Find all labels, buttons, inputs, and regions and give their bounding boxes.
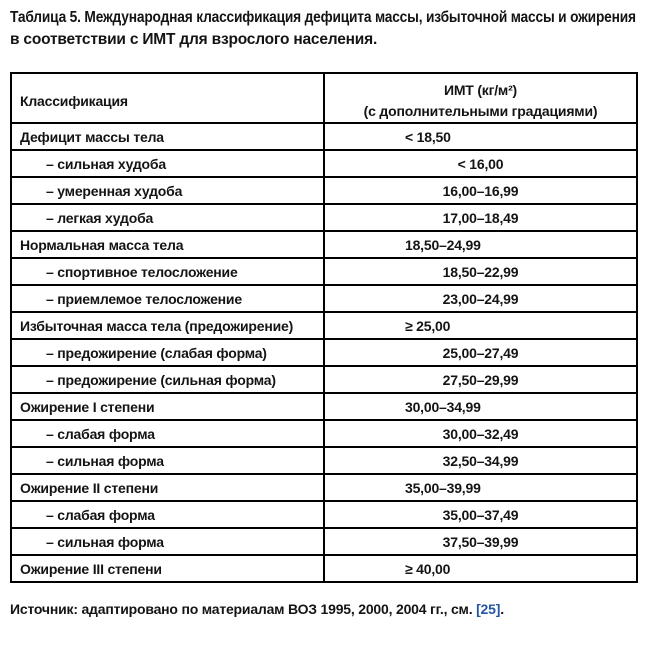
page (10, 0, 636, 617)
row-value: < 16,00 (324, 150, 637, 177)
bmi-classification-table (10, 72, 638, 583)
row-value: 25,00–27,49 (324, 339, 637, 366)
row-label: – легкая худоба (11, 204, 324, 231)
table-row (11, 528, 637, 555)
row-label: – предожирение (слабая форма) (11, 339, 324, 366)
row-label: Дефицит массы тела (11, 123, 324, 150)
row-value: 35,00–37,49 (324, 501, 637, 528)
table-row (11, 474, 637, 501)
row-value: 18,50–22,99 (324, 258, 637, 285)
row-value: 23,00–24,99 (324, 285, 637, 312)
header-bmi-line-1: ИМТ (кг/м²) (443, 81, 518, 98)
table-row (11, 339, 637, 366)
row-label: – приемлемое телосложение (11, 285, 324, 312)
table-row (11, 150, 637, 177)
title-line-1-text: Таблица 5. Международная классификация дефицита массы, избыточной массы и ожирения (10, 9, 636, 26)
table-row (11, 285, 637, 312)
row-label: Избыточная масса тела (предожирение) (11, 312, 324, 339)
row-value: 30,00–32,49 (324, 420, 637, 447)
source-text: Источник: адаптировано по материалам ВОЗ 1995, 2000, 2004 гг., см. (10, 601, 477, 617)
header-bmi (324, 73, 637, 123)
row-label: – слабая форма (11, 501, 324, 528)
table-row (11, 177, 637, 204)
row-label: Ожирение I степени (11, 393, 324, 420)
header-bmi-line-2: (с дополнительными градациями) (363, 102, 598, 119)
row-label: – умеренная худоба (11, 177, 324, 204)
row-value: 37,50–39,99 (324, 528, 637, 555)
row-label: – сильная форма (11, 528, 324, 555)
row-value: 17,00–18,49 (324, 204, 637, 231)
title-line-1 (10, 7, 636, 29)
citation-link[interactable]: [25] (476, 601, 501, 617)
table-row (11, 204, 637, 231)
table-row (11, 123, 637, 150)
header-row (11, 73, 637, 123)
row-label: Ожирение III степени (11, 555, 324, 582)
table-row (11, 420, 637, 447)
row-value: 35,00–39,99 (324, 474, 637, 501)
row-value: 16,00–16,99 (324, 177, 637, 204)
table-row (11, 231, 637, 258)
table-row (11, 393, 637, 420)
row-label: Ожирение II степени (11, 474, 324, 501)
row-label: Нормальная масса тела (11, 231, 324, 258)
bmi-table-body (11, 123, 637, 582)
row-value: ≥ 40,00 (324, 555, 637, 582)
header-classification: Классификация (11, 73, 324, 123)
table-row (11, 501, 637, 528)
row-label: – сильная форма (11, 447, 324, 474)
table-row (11, 312, 637, 339)
row-value: 32,50–34,99 (324, 447, 637, 474)
table-row (11, 366, 637, 393)
row-value: < 18,50 (324, 123, 637, 150)
row-value: 18,50–24,99 (324, 231, 637, 258)
table-row (11, 258, 637, 285)
title-line-2-text: в соответствии с ИМТ для взрослого населения. (10, 31, 378, 48)
title-line-2 (10, 29, 636, 51)
table-row (11, 447, 637, 474)
row-label: – слабая форма (11, 420, 324, 447)
page-title (10, 7, 636, 51)
table-header (11, 73, 637, 123)
row-value: 27,50–29,99 (324, 366, 637, 393)
row-label: – предожирение (сильная форма) (11, 366, 324, 393)
row-value: 30,00–34,99 (324, 393, 637, 420)
source-note (10, 601, 636, 617)
row-value: ≥ 25,00 (324, 312, 637, 339)
source-text-period: . (500, 601, 504, 617)
table-row (11, 555, 637, 582)
row-label: – сильная худоба (11, 150, 324, 177)
row-label: – спортивное телосложение (11, 258, 324, 285)
